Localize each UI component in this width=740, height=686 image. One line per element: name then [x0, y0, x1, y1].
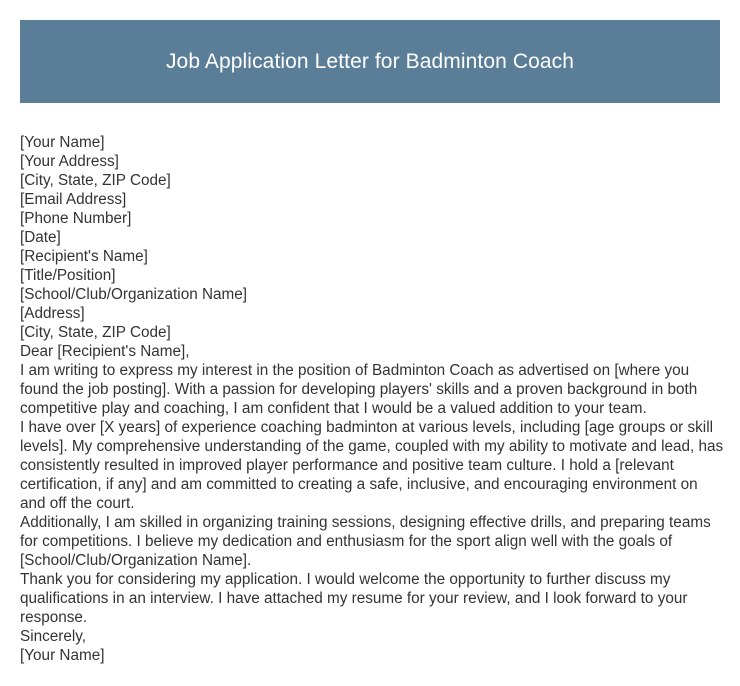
letter-body — [20, 133, 725, 665]
header-banner — [20, 20, 720, 103]
sender-email: [Email Address] — [20, 191, 127, 208]
body-paragraph: I am writing to express my interest in the position of Badminton Coach as advertised on [where you found the job posting]. With a passion for developing players' skills and a proven background in both competitive play and coaching, I am confident that I would be a valued addition to your team. — [20, 362, 698, 417]
sender-city: [City, State, ZIP Code] — [20, 172, 171, 189]
sender-phone: [Phone Number] — [20, 210, 132, 227]
signature: [Your Name] — [20, 647, 105, 664]
recipient-city: [City, State, ZIP Code] — [20, 324, 171, 341]
recipient-title: [Title/Position] — [20, 267, 116, 284]
salutation: Dear [Recipient's Name], — [20, 343, 190, 360]
letter-date: [Date] — [20, 229, 61, 246]
closing: Sincerely, — [20, 628, 87, 645]
body-paragraph: Thank you for considering my application. I would welcome the opportunity to further discuss my qualifications in an interview. I have attached my resume for your review, and I look forward to your response. — [20, 571, 688, 626]
sender-name: [Your Name] — [20, 134, 105, 151]
body-paragraph: Additionally, I am skilled in organizing training sessions, designing effective drills, and preparing teams for competitions. I believe my dedication and enthusiasm for the sport align well with the goals of [School/Club/Organization Name]. — [20, 514, 711, 569]
body-paragraph: I have over [X years] of experience coaching badminton at various levels, including [age groups or skill levels]. My comprehensive understanding of the game, coupled with my ability to motivate and lead, has consistently resulted in improved player performance and positive team culture. I hold a [relevant certification, if any] and am committed to creating a safe, inclusive, and encouraging environment on and off the court. — [20, 419, 724, 512]
sender-address: [Your Address] — [20, 153, 119, 170]
page-title: Job Application Letter for Badminton Coach — [165, 49, 575, 73]
recipient-name: [Recipient's Name] — [20, 248, 148, 265]
recipient-address: [Address] — [20, 305, 85, 322]
recipient-organization: [School/Club/Organization Name] — [20, 286, 248, 303]
